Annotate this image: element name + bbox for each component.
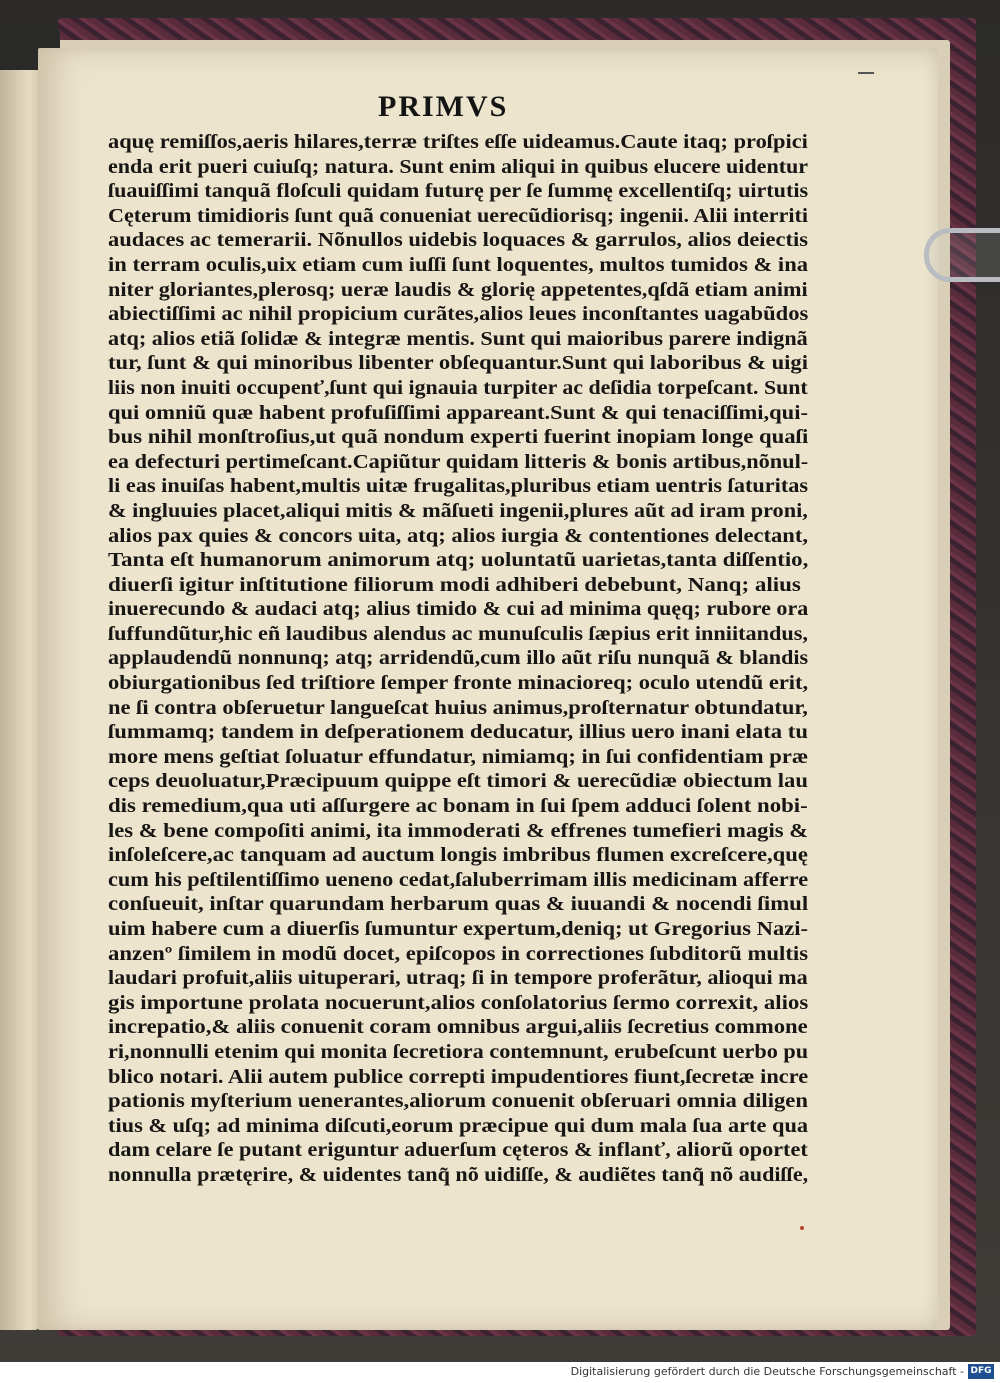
text-line: cum his peſtilentiſſimo ueneno cedat,ſaluberrimam illis medicinam afferre (108, 868, 809, 891)
text-line: applaudendũ nonnunq; atq; arridendũ,cum illo aũt riſu nunquã & blandis (108, 647, 809, 670)
text-line: qui omniũ quæ habent profuſiſſimi appareant.Sunt & qui tenaciſſimi,qui- (108, 401, 808, 424)
text-line: in terram oculis,uix etiam cum iuſſi ſunt loquentes, multos tumidos & ina (108, 253, 809, 276)
text-line: inuerecundo & audaci atq; alius timido & cui ad minima quęq; rubore ora (108, 598, 809, 621)
text-line: alios pax quies & concors uita, atq; alios iurgia & contentiones delectant, (108, 524, 808, 547)
text-line: dam celare ſe putant eriguntur aduerſum cęteros & inflanť, aliorũ oportet (108, 1139, 808, 1162)
text-line: bus nihil monſtroſius,ut quã nondum experti fuerint inopiam longe quaſi (108, 426, 809, 449)
text-line: blico notari. Alii autem publice correpti impudentiores fiunt,ſecretæ incre (108, 1065, 809, 1088)
text-line: increpatio,& aliis conuenit coram omnibus argui,aliis ſecretius commone (108, 1016, 808, 1039)
text-line: obiurgationibus ſed triſtiore ſemper fronte minacioreq; oculo utendũ erit, (108, 672, 809, 695)
text-line: nonnulla prætęrire, & uidentes tanq̃ nõ uidiſſe, & audiẽtes tanq̃ nõ audiſſe, (108, 1163, 809, 1186)
text-line: niter gloriantes,plerosq; ueræ laudis & glorię appetentes,qſdã etiam animi (108, 278, 808, 301)
header-mark (858, 72, 874, 74)
text-line: ne ſi contra obſeruetur langueſcat huius animus,proſternatur obtundatur, (108, 696, 808, 719)
text-line: audaces ac temerarii. Nõnullos uidebis loquaces & garrulos, alios deiectis (108, 229, 808, 252)
text-line: tius & uſq; ad minima diſcuti,eorum præcipue qui dum mala ſua arte qua (108, 1114, 809, 1137)
text-line: anzenº ſimilem in modũ docet, epiſcopos in correctiones ſubditorũ multis (108, 942, 809, 965)
text-line: ſuffundũtur,hic eñ laudibus alendus ac munuſculis ſæpius erit inniitandus, (108, 622, 809, 645)
text-line: enda erit pueri cuiuſq; natura. Sunt enim aliqui in quibus elucere uidentur (108, 155, 809, 178)
text-line: ea defecturi pertimeſcant.Capiũtur quidam litteris & bonis artibus,nõnul- (108, 450, 809, 473)
text-line: Cęterum timidioris ſunt quã conueniat uerecũdiorisq; ingenii. Alii interriti (108, 204, 809, 227)
ink-spot (800, 1226, 804, 1230)
text-block (108, 130, 818, 1188)
dfg-logo: DFG (968, 1364, 994, 1379)
text-line: ſuauiſſimi tanquã floſculi quidam futurę per ſe ſummę excellentiſq; uirtutis (108, 180, 809, 203)
text-line: ri,nonnulli etenim qui monita ſecretiora contemnunt, erubeſcunt uerbo pu (108, 1040, 809, 1063)
page-clip-icon (924, 228, 1000, 282)
footer-credit: Digitalisierung gefördert durch die Deutsche Forschungsgemeinschaft - (570, 1365, 964, 1378)
text-line: laudari profuit,aliis uituperari, utraq; ſi in tempore proferãtur, alioqui ma (108, 967, 808, 990)
text-line: gis importune prolata nocuerunt,alios conſolatorius ſermo correxit, alios (108, 991, 809, 1014)
text-line: more mens geſtiat ſoluatur effundatur, nimiamq; in ſui confidentiam præ (108, 745, 809, 768)
text-line: Tanta eſt humanorum animorum atq; uoluntatũ uarietas,tanta diſſentio, (108, 549, 809, 572)
text-line: tur, ſunt & qui minoribus libenter obſequantur.Sunt qui laboribus & uigi (108, 352, 808, 375)
text-line: atq; alios etiã ſolidæ & integræ mentis. Sunt qui maioribus parere indignã (108, 327, 808, 350)
running-head: PRIMVS (378, 90, 509, 123)
text-line: li eas inuiſas habent,multis uitæ frugalitas,pluribus etiam uentris ſaturitas (108, 475, 809, 498)
text-line: & ingluuies placet,aliqui mitis & mãſueti ingenii,plures aũt ad iram proni, (108, 499, 808, 522)
text-line: pationis myſterium uenerantes,aliorum conuenit obſeruari omnia diligen (108, 1090, 808, 1113)
text-line: ſummamq; tandem in deſperationem deducatur, illius uero inani elata tu (108, 721, 808, 744)
text-line: inſoleſcere,ac tanquam ad auctum longis imbribus flumen excreſcere,quę (108, 844, 808, 867)
footer-bar (0, 1362, 1000, 1383)
text-line: liis non inuiti occupenť,ſunt qui ignauia turpiter ac deſidia torpeſcant. Sunt (108, 376, 808, 399)
text-line: conſueuit, inſtar quarundam herbarum quas & iuuandi & nocendi ſimul (108, 893, 809, 916)
text-line: ceps deuoluatur,Præcipuum quippe eſt timori & uerecũdiæ obiectum lau (108, 770, 808, 793)
text-line: aquę remiſſos,aeris hilares,terræ triſtes eſſe uideamus.Caute itaq; proſpici (108, 131, 808, 153)
text-line: dis remedium,qua uti aſſurgere ac bonam in ſui ſpem adduci ſolent nobi- (108, 795, 808, 818)
left-page-edge (0, 60, 42, 1330)
text-line: uim habere cum a diuerſis ſumuntur expertum,deniq; ut Gregorius Nazi- (108, 918, 809, 940)
text-line: diuerſi igitur inſtitutione filiorum modi adhiberi debebunt, Nanq; alius (108, 573, 801, 596)
text-line: les & bene compoſiti animi, ita immoderati & effrenes tumefieri magis & (108, 819, 809, 842)
text-line: abiectiſſimi ac nihil propicium curãtes,alios leues inconſtantes uagabũdos (108, 303, 809, 326)
